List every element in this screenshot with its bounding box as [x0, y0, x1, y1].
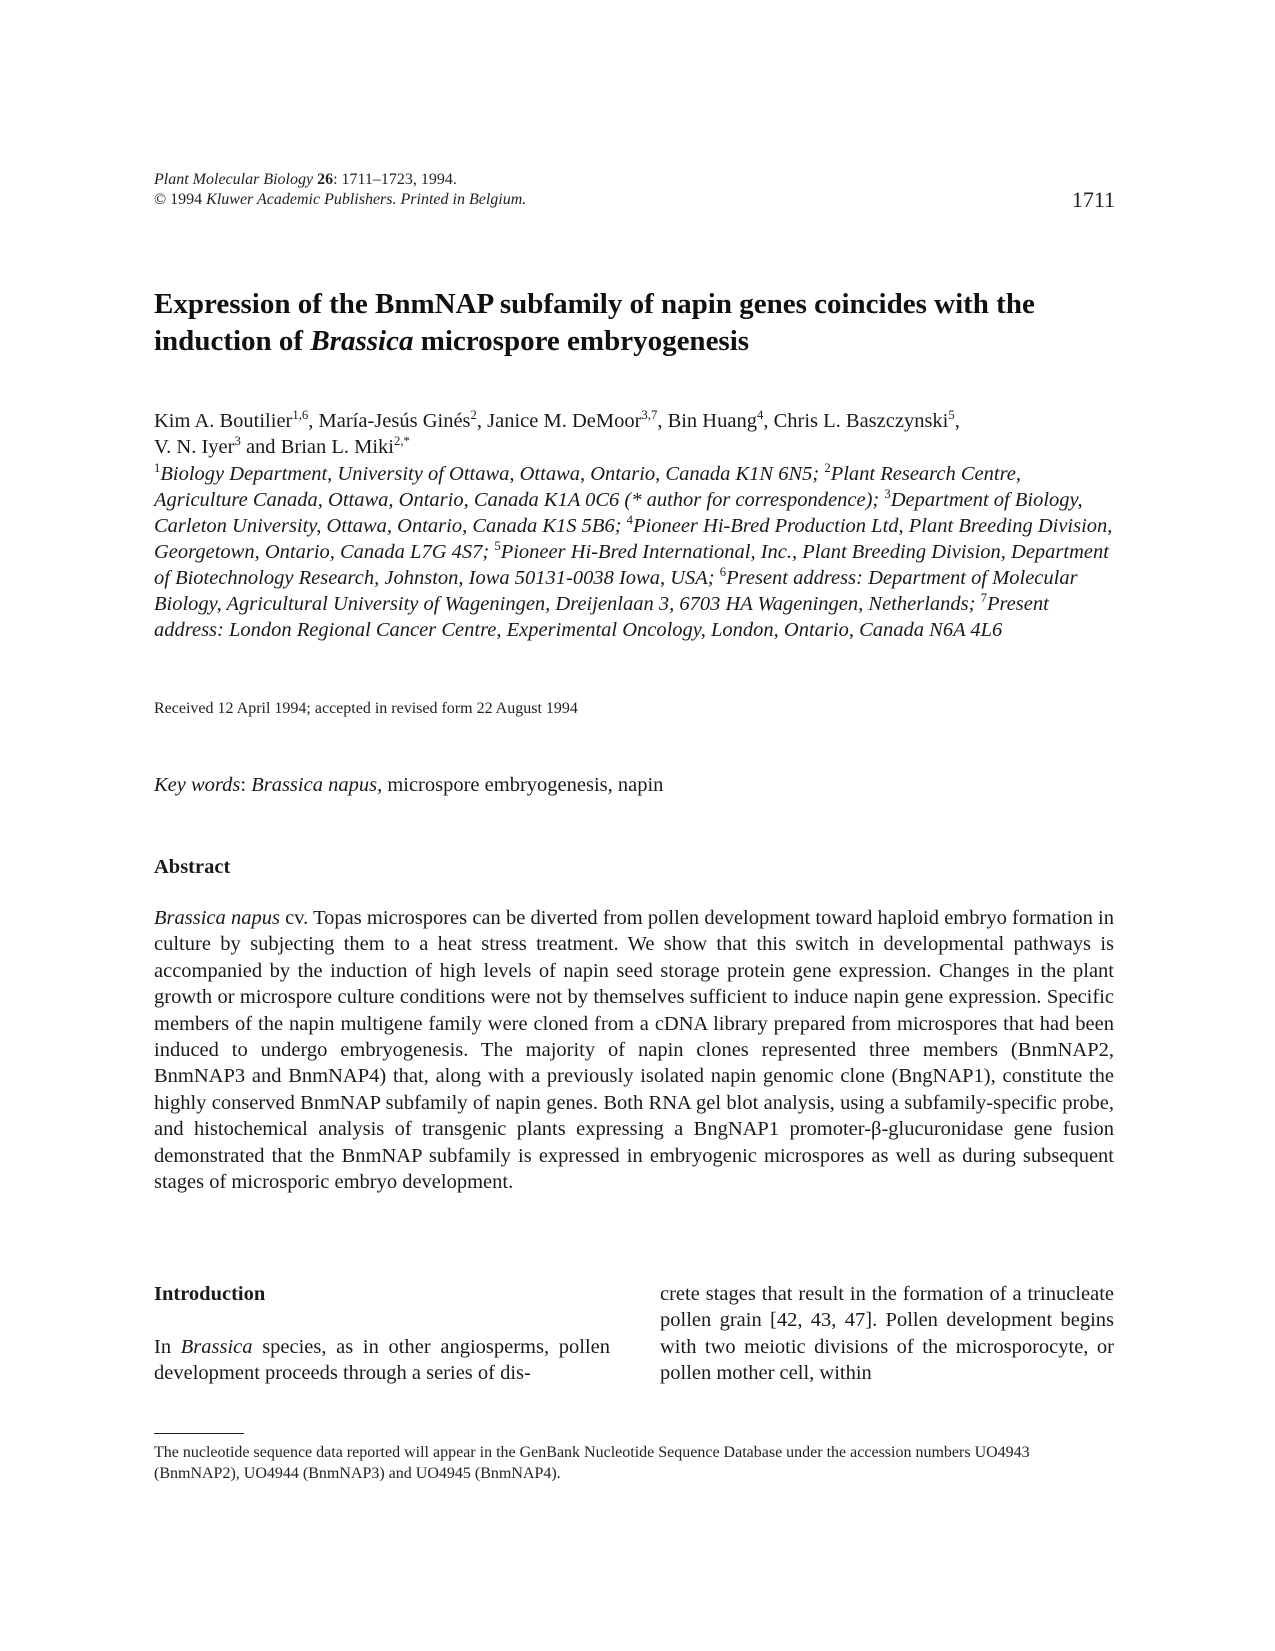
author-name: María-Jesús Ginés	[318, 410, 471, 432]
journal-volume: 26	[317, 171, 334, 188]
copyright-publisher: Kluwer Academic Publishers. Printed in Belgium.	[206, 191, 527, 208]
author-name: Janice M. DeMoor	[487, 410, 642, 432]
affil-text: Plant Research Centre, Agriculture Canada, Ottawa, Ontario, Canada K1A 0C6 (* author for correspondence);	[154, 463, 1022, 511]
author-sep: ,	[657, 410, 668, 432]
author-affil-sup: 2,*	[394, 434, 410, 449]
footnote: The nucleotide sequence data reported will appear in the GenBank Nucleotide Sequence Database under the accession numbers UO4943 (BnmNAP2), UO4944 (BnmNAP3) and UO4945 (BnmNAP4).	[154, 1444, 1030, 1482]
author-sep: ,	[308, 410, 319, 432]
keyword-species: Brassica napus	[251, 774, 378, 796]
author-name: Bin Huang	[667, 410, 757, 432]
affil-text: Department of Biology, Carleton University, Ottawa, Ontario, Canada K1S 5B6;	[154, 489, 1083, 537]
journal-citation	[154, 170, 526, 210]
affil-num: 5	[494, 539, 501, 554]
keywords-colon: :	[240, 774, 252, 796]
affil-num: 3	[884, 487, 891, 502]
author-affil-sup: 2	[470, 408, 477, 423]
journal-pages-year: : 1711–1723, 1994.	[333, 171, 457, 188]
author-affil-sup: 4	[756, 408, 764, 423]
author	[668, 410, 774, 432]
journal-name: Plant Molecular Biology	[154, 171, 314, 188]
author-affil-sup: 3,7	[641, 408, 658, 423]
author-affil-sup: 3	[234, 434, 241, 449]
author-name: V. N. Iyer	[154, 436, 235, 458]
author	[487, 410, 667, 432]
affil-text: Present address: London Regional Cancer Centre, Experimental Oncology, London, Ontario, Canada N6A 4L6	[154, 593, 1049, 641]
author-name: Kim A. Boutilier	[154, 410, 293, 432]
author	[154, 410, 319, 432]
intro-column-left	[154, 1334, 610, 1387]
keywords	[154, 774, 663, 797]
intro-text: species, as in other angiosperms, pollen development proceeds through a series of dis-	[154, 1336, 611, 1385]
title-part-1: Expression of the BnmNAP subfamily of napin genes coincides with the induction of	[154, 288, 1035, 357]
author-affil-sup: 1,6	[292, 408, 309, 423]
keywords-label: Key words	[154, 774, 241, 796]
affil-text: Pioneer Hi-Bred International, Inc., Plant Breeding Division, Department of Biotechnology Research, Johnston, Iowa 50131-0038 Iowa, USA;	[154, 541, 1109, 589]
copyright-prefix: © 1994	[154, 191, 207, 208]
title-part-2: microspore embryogenesis	[413, 325, 750, 357]
title-italic: Brassica	[310, 325, 414, 357]
journal-line	[154, 170, 526, 190]
affil-num: 2	[824, 461, 831, 476]
author-sep: ,	[954, 410, 960, 432]
affiliations	[154, 461, 1114, 643]
author-sep: ,	[763, 410, 774, 432]
author-list	[154, 408, 1114, 460]
affil-text: Biology Department, University of Ottawa, Ottawa, Ontario, Canada K1N 6N5;	[160, 463, 825, 485]
abstract-species: Brassica napus	[154, 907, 280, 929]
affil-num: 1	[154, 461, 161, 476]
abstract-text	[154, 905, 1114, 1195]
author	[319, 410, 488, 432]
keywords-rest: , microspore embryogenesis, napin	[377, 774, 664, 796]
received-date: Received 12 April 1994; accepted in revised form 22 August 1994	[154, 700, 578, 717]
introduction-heading: Introduction	[154, 1283, 266, 1305]
author-sep: ,	[476, 410, 488, 432]
abstract-heading: Abstract	[154, 856, 231, 878]
footnote-rule	[154, 1433, 244, 1434]
intro-text: In	[154, 1336, 181, 1358]
author	[774, 410, 960, 432]
affil-num: 7	[980, 591, 987, 606]
author-affil-sup: 5	[948, 408, 955, 423]
affil-text: Pioneer Hi-Bred Production Ltd, Plant Breeding Division, Georgetown, Ontario, Canada L7G 4S7;	[154, 515, 1113, 563]
affil-text: Present address: Department of Molecular Biology, Agricultural University of Wageningen, Dreijenlaan 3, 6703 HA Wageningen, Netherlands;	[154, 567, 1078, 615]
affil-num: 4	[626, 513, 634, 528]
intro-column-right: crete stages that result in the formation of a trinucleate pollen grain [42, 43, 47]. Pollen development begins with two meiotic divisions of the microsporocyte, or pollen mother cell, within	[660, 1283, 1114, 1385]
paper-title	[154, 286, 1114, 360]
author-sep: and	[240, 436, 281, 458]
page-number: 1711	[1071, 187, 1115, 212]
affil-num: 6	[719, 565, 727, 580]
author-name: Chris L. Baszczynski	[773, 410, 949, 432]
intro-species: Brassica	[180, 1336, 253, 1358]
author-name: Brian L. Miki	[280, 436, 394, 458]
author	[281, 436, 410, 458]
author	[154, 436, 281, 458]
copyright-line	[154, 190, 526, 210]
abstract-body: cv. Topas microspores can be diverted from pollen development toward haploid embryo formation in culture by subjecting them to a heat stress treatment. We show that this switch in developmental pathways is accompanied by the induction of high levels of napin seed storage protein gene expression. Changes in the plant growth or microspore culture conditions were not by themselves sufficient to induce napin gene expression. Specific members of the napin multigene family were cloned from a cDNA library prepared from microspores that had been induced to undergo embryogenesis. The majority of napin clones represented three members (BnmNAP2, BnmNAP3 and BnmNAP4) that, along with a previously isolated napin genomic clone (BngNAP1), constitute the highly conserved BnmNAP subfamily of napin genes. Both RNA gel blot analysis, using a subfamily-specific probe, and histochemical analysis of transgenic plants expressing a BngNAP1 promoter-β-glucuronidase gene fusion demonstrated that the BnmNAP subfamily is expressed in embryogenic microspores as well as during subsequent stages of microsporic embryo development.	[154, 907, 1114, 1194]
